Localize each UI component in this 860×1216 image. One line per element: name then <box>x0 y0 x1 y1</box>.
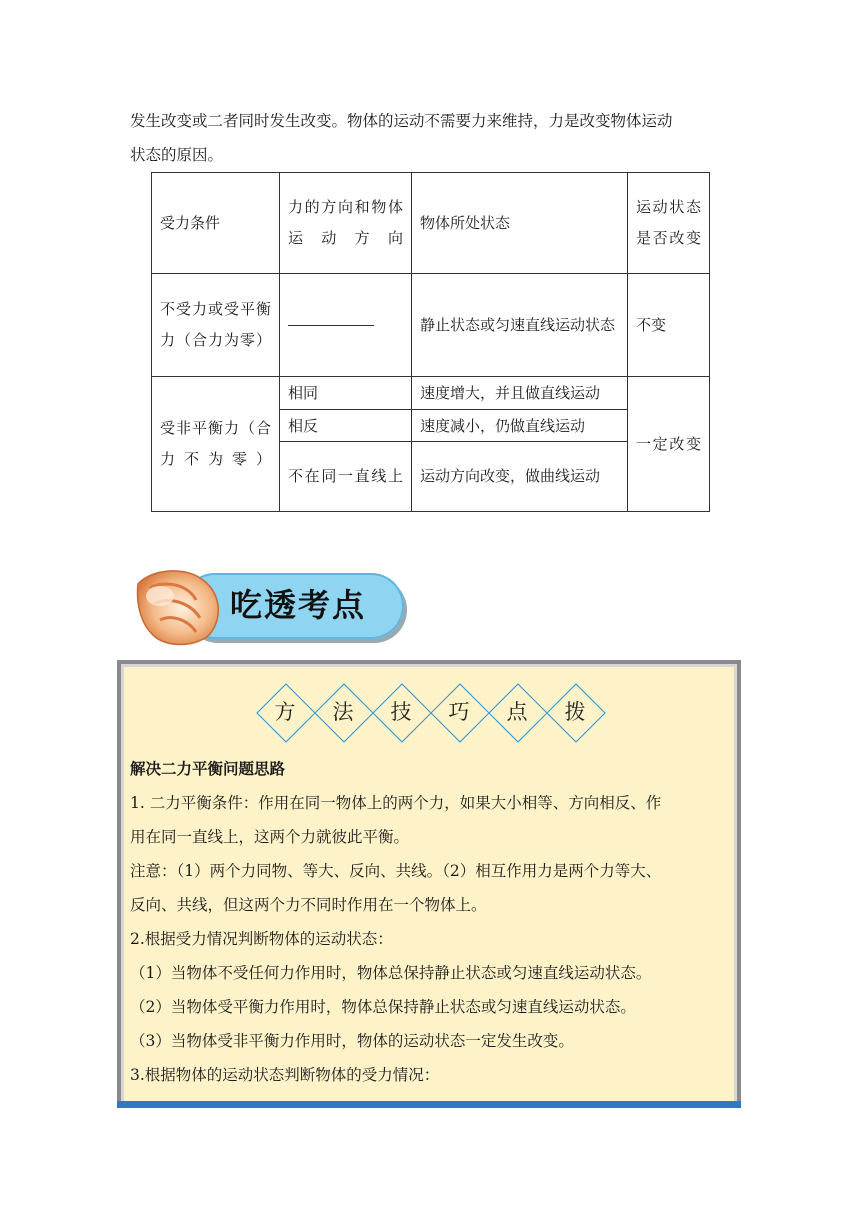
intro-paragraph <box>130 104 740 172</box>
tips-line: 1. 二力平衡条件：作用在同一物体上的两个力，如果大小相等、方向相反、作 <box>130 794 662 812</box>
header-cell: 运动状态是否改变 <box>628 173 710 274</box>
banner-title: 吃透考点 <box>230 586 367 624</box>
table-row <box>152 274 710 377</box>
table-header-row <box>152 173 710 274</box>
force-condition-table <box>151 172 710 512</box>
table-cell: 速度增大，并且做直线运动 <box>412 377 628 410</box>
intro-line: 状态的原因。 <box>130 146 224 164</box>
tips-line: 反向、共线，但这两个力不同时作用在一个物体上。 <box>130 896 487 914</box>
tips-line: （1）当物体不受任何力作用时，物体总保持静止状态或匀速直线运动状态。 <box>130 964 652 982</box>
intro-line: 发生改变或二者同时发生改变。物体的运动不需要力来维持，力是改变物体运动 <box>130 112 673 130</box>
diamond-chip <box>488 683 546 741</box>
chip-char: 点 <box>506 700 528 724</box>
chip-char: 拨 <box>564 700 586 724</box>
header-cell: 物体所处状态 <box>412 173 628 274</box>
chip-char: 巧 <box>448 700 470 724</box>
diamond-chip <box>256 683 314 741</box>
table-row <box>152 377 710 410</box>
diamond-chip <box>314 683 372 741</box>
shell-icon <box>130 564 226 650</box>
table-cell: 相反 <box>280 410 412 442</box>
table-cell: 不变 <box>628 274 710 377</box>
tips-content <box>130 752 736 1092</box>
method-tips-chips <box>256 683 606 743</box>
diamond-chip <box>546 683 604 741</box>
table-cell: 一定改变 <box>628 377 710 512</box>
section-banner <box>130 564 410 650</box>
table-cell: 静止状态或匀速直线运动状态 <box>412 274 628 377</box>
header-cell: 力的方向和物体运动方向 <box>280 173 412 274</box>
table-cell: 不受力或受平衡力（合力为零） <box>152 274 280 377</box>
table-cell: 相同 <box>280 377 412 410</box>
tips-line: 注意：（1）两个力同物、等大、反向、共线。（2）相互作用力是两个力等大、 <box>130 862 662 880</box>
chip-char: 技 <box>390 700 412 724</box>
chip-char: 方 <box>274 700 296 724</box>
table-cell: 运动方向改变，做曲线运动 <box>412 442 628 512</box>
header-cell: 受力条件 <box>152 173 280 274</box>
tips-heading: 解决二力平衡问题思路 <box>130 760 286 778</box>
tips-line: （3）当物体受非平衡力作用时，物体的运动状态一定发生改变。 <box>130 1032 574 1050</box>
diamond-chip <box>372 683 430 741</box>
tips-line: 2.根据受力情况判断物体的运动状态： <box>130 930 393 948</box>
tips-box-bottom-bar <box>117 1101 741 1108</box>
table-cell: 速度减小，仍做直线运动 <box>412 410 628 442</box>
diamond-chip <box>430 683 488 741</box>
tips-line: （2）当物体受平衡力作用时，物体总保持静止状态或匀速直线运动状态。 <box>130 998 636 1016</box>
table-cell: 不在同一直线上 <box>280 442 412 512</box>
chip-char: 法 <box>332 700 354 724</box>
tips-line: 3.根据物体的运动状态判断物体的受力情况： <box>130 1066 440 1084</box>
tips-line: 用在同一直线上，这两个力就彼此平衡。 <box>130 828 410 846</box>
table-cell <box>280 274 412 377</box>
dash-line <box>288 325 374 326</box>
table-cell: 受非平衡力（合力不为零） <box>152 377 280 512</box>
